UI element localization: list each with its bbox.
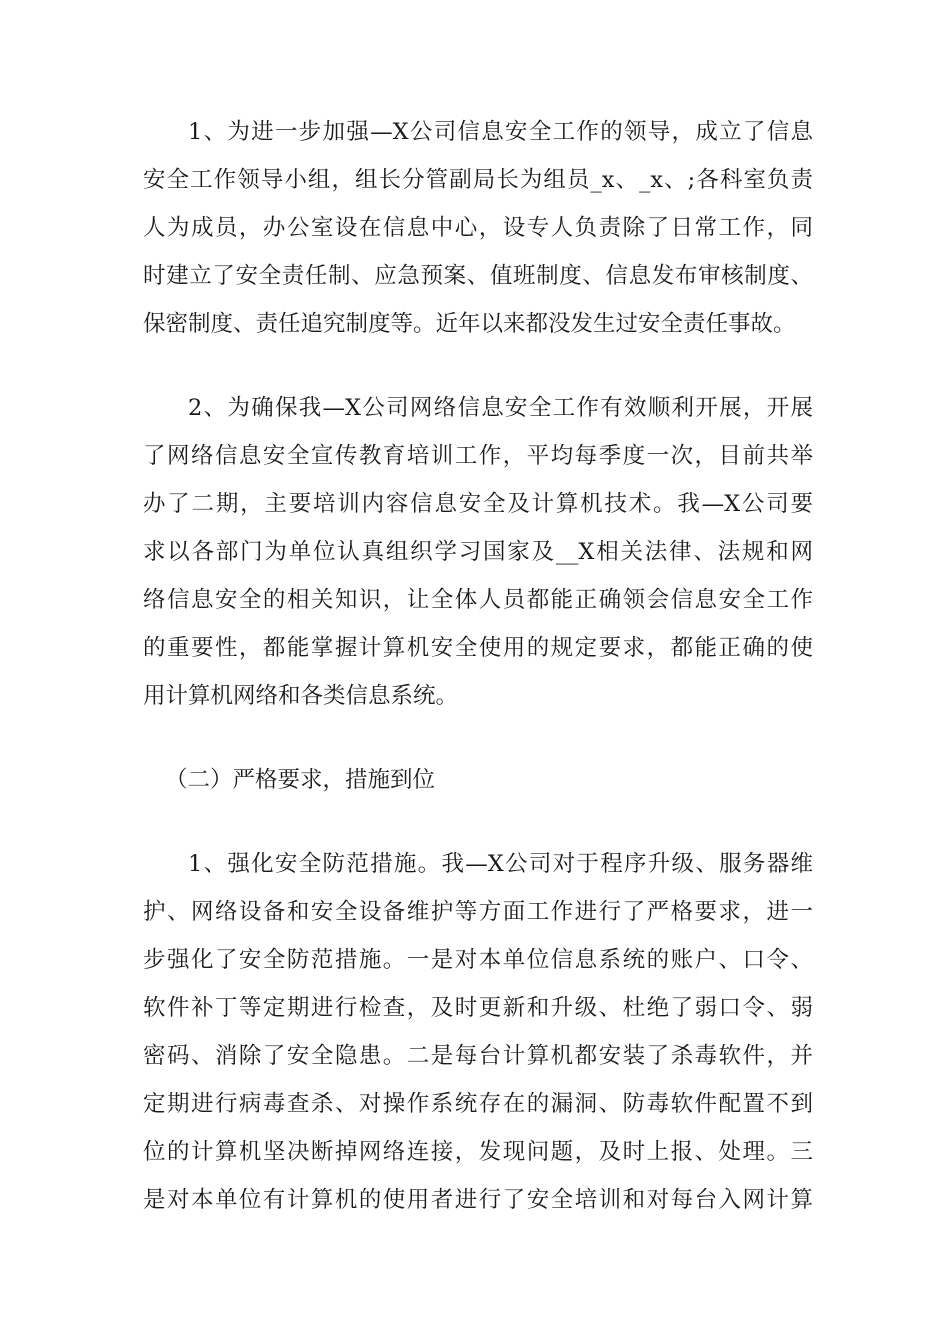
text-line: 的重要性，都能掌握计算机安全使用的规定要求，都能正确的使 — [143, 635, 813, 661]
paragraph-leadership-group — [143, 108, 813, 348]
text-line: 办了二期，主要培训内容信息安全及计算机技术。我—X公司要 — [143, 491, 813, 517]
text-line: 人为成员，办公室设在信息中心，设专人负责除了日常工作，同 — [143, 215, 813, 241]
text-line: 护、网络设备和安全设备维护等方面工作进行了严格要求，进一 — [143, 899, 813, 925]
paragraph-training — [143, 384, 813, 720]
text-line: 定期进行病毒查杀、对操作系统存在的漏洞、防毒软件配置不到 — [143, 1091, 813, 1117]
text-line: 络信息安全的相关知识，让全体人员都能正确领会信息安全工作 — [143, 587, 813, 613]
text-line: 1、为进一步加强—X公司信息安全工作的领导，成立了信息 — [188, 119, 813, 145]
text-line: 时建立了安全责任制、应急预案、值班制度、信息发布审核制度、 — [143, 263, 813, 289]
text-line: 软件补丁等定期进行检查，及时更新和升级、杜绝了弱口令、弱 — [143, 995, 813, 1021]
text-line: 安全工作领导小组，组长分管副局长为组员_x、_x、;各科室负责 — [143, 167, 813, 193]
text-line: 步强化了安全防范措施。一是对本单位信息系统的账户、口令、 — [143, 947, 813, 973]
text-line: 2、为确保我—X公司网络信息安全工作有效顺利开展，开展 — [188, 395, 813, 421]
paragraph-security-measures — [143, 840, 813, 1224]
section-heading — [143, 756, 813, 804]
text-line: 是对本单位有计算机的使用者进行了安全培训和对每台入网计算 — [143, 1187, 813, 1213]
document-page — [143, 108, 813, 1260]
text-line: 用计算机网络和各类信息系统。 — [143, 683, 459, 709]
text-line: 密码、消除了安全隐患。二是每台计算机都安装了杀毒软件，并 — [143, 1043, 813, 1069]
text-line: 位的计算机坚决断掉网络连接，发现问题，及时上报、处理。三 — [143, 1139, 813, 1165]
text-line: 了网络信息安全宣传教育培训工作，平均每季度一次，目前共举 — [143, 443, 813, 469]
text-line: 求以各部门为单位认真组织学习国家及__X相关法律、法规和网 — [143, 539, 813, 565]
section-heading-text: （二）严格要求，措施到位 — [165, 767, 436, 793]
text-line: 保密制度、责任追究制度等。近年以来都没发生过安全责任事故。 — [143, 311, 796, 337]
text-line: 1、强化安全防范措施。我—X公司对于程序升级、服务器维 — [188, 851, 813, 877]
